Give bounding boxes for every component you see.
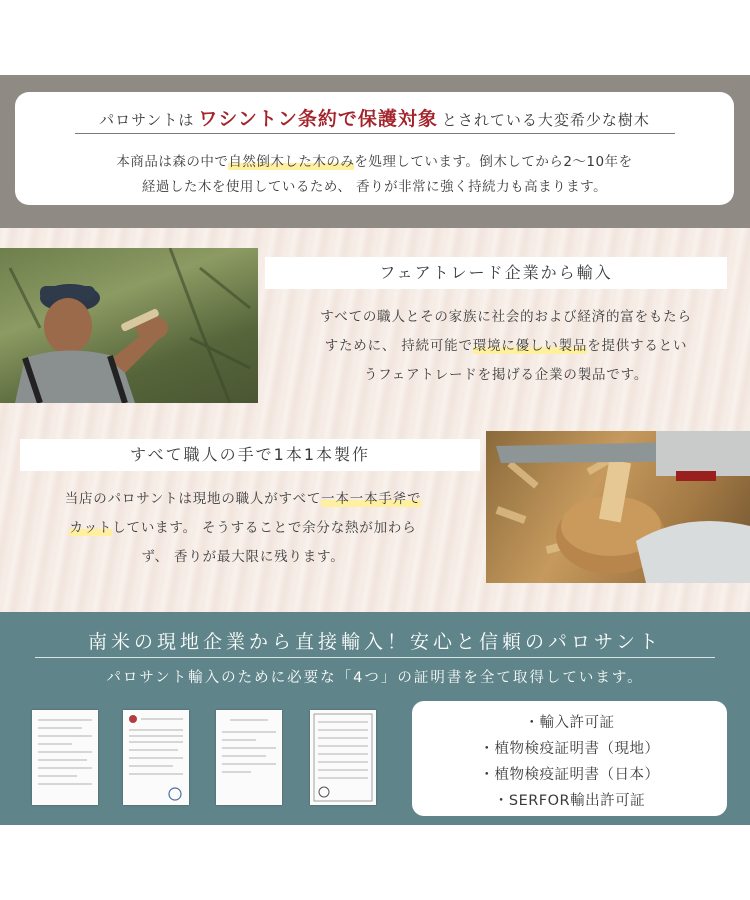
intro-line-1 [15, 150, 734, 175]
intro-heading-pre: パロサントは [99, 111, 195, 129]
handmade-line-1-highlight: 一本一本手斧で [321, 491, 422, 507]
handmade-line-2-highlight: カット [69, 520, 113, 536]
certificate-item-import-permit: ・輸入許可証 [524, 715, 615, 731]
fairtrade-line-2-a: すために、 持続可能で [324, 338, 473, 354]
fairtrade-line-1: すべての職人とその家族に社会的および経済的富をもたら [320, 309, 692, 325]
fairtrade-line-2-b: を提供するとい [587, 338, 688, 354]
certificate-document-4 [310, 710, 376, 805]
certificate-subtitle: パロサント輸入のために必要な「4つ」の証明書を全て取得しています。 [106, 670, 644, 686]
intro-divider [75, 133, 675, 134]
intro-text [15, 150, 734, 200]
intro-section [0, 75, 750, 228]
certificate-title: 南米の現地企業から直接輸入！安心と信頼のパロサント [87, 631, 663, 653]
handmade-line-1 [0, 485, 486, 514]
handmade-line-2-b: しています。 そうすることで余分な熱が加わら [112, 520, 417, 536]
certificate-item-phyto-local: ・植物検疫証明書（現地） [479, 741, 660, 757]
certificate-divider [35, 657, 715, 658]
certificate-document-3 [216, 710, 282, 805]
artisan-photo [0, 248, 258, 403]
intro-line-2: 経過した木を使用しているため、 香りが非常に強く持続力も高まります。 [141, 179, 608, 195]
handmade-label: すべて職人の手で1本1本製作 [20, 439, 480, 471]
handmade-text [0, 485, 486, 572]
certificate-section [0, 612, 750, 825]
fairtrade-line-2-highlight: 環境に優しい製品 [472, 338, 588, 354]
certificate-document-1 [32, 710, 98, 805]
intro-heading [15, 104, 734, 131]
handmade-line-3: ず、 香りが最大限に残ります。 [141, 549, 345, 565]
certificate-item-phyto-japan: ・植物検疫証明書（日本） [479, 767, 660, 783]
certificate-list-card [412, 701, 727, 816]
fairtrade-label: フェアトレード企業から輸入 [265, 257, 727, 289]
intro-line-1-a: 本商品は森の中で [116, 154, 229, 170]
craft-section [0, 228, 750, 612]
certificate-item-serfor: ・SERFOR輸出許可証 [493, 793, 646, 809]
fairtrade-line-2 [262, 332, 750, 361]
fairtrade-text [262, 303, 750, 390]
intro-card [15, 92, 734, 205]
certificate-document-2 [123, 710, 189, 805]
intro-line-1-b: を処理しています。倒木してから2〜10年を [354, 154, 633, 170]
fairtrade-line-3: うフェアトレードを掲げる企業の製品です。 [363, 367, 649, 383]
handmade-line-1-a: 当店のパロサントは現地の職人がすべて [64, 491, 322, 507]
intro-heading-emphasis: ワシントン条約で保護対象 [198, 108, 438, 130]
handmade-line-2 [0, 514, 486, 543]
intro-heading-post: とされている大変希少な樹木 [441, 111, 650, 129]
intro-line-1-highlight: 自然倒木した木のみ [228, 154, 355, 170]
wood-cutting-photo [486, 431, 750, 583]
